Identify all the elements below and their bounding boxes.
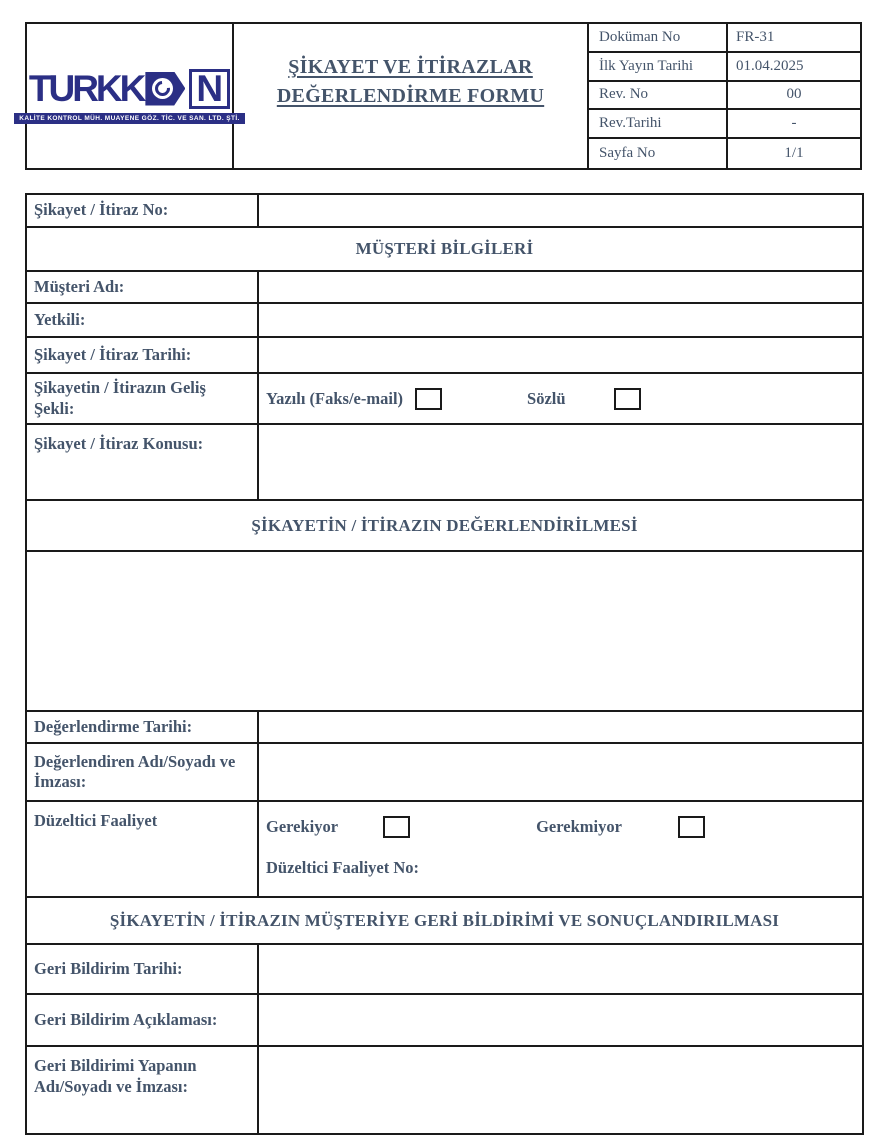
- complaint-subject-label: Şikayet / İtiraz Konusu:: [26, 424, 258, 500]
- complaint-subject-field[interactable]: [258, 424, 863, 500]
- page-no-label: Sayfa No: [589, 139, 728, 168]
- arrival-method-label: Şikayetin / İtirazın Geliş Şekli:: [26, 373, 258, 424]
- arrival-method-options: [258, 373, 863, 424]
- written-option-label: Yazılı (Faks/e-mail): [266, 388, 404, 408]
- logo-text-left: TURKK: [28, 68, 144, 109]
- corrective-action-no-label: Düzeltici Faaliyet No:: [266, 858, 420, 878]
- doc-info-row: [589, 24, 860, 53]
- evaluation-date-field[interactable]: [258, 711, 863, 743]
- evaluator-name-field[interactable]: [258, 743, 863, 801]
- form-title-line2: DEĞERLENDİRME FORMU: [276, 85, 545, 107]
- rev-no-value: 00: [786, 86, 802, 103]
- complaint-form-table: [25, 193, 864, 1135]
- doc-info-row: [589, 110, 860, 139]
- evaluation-text-field[interactable]: [26, 551, 863, 711]
- written-option-checkbox[interactable]: [415, 388, 442, 410]
- authorized-person-label: Yetkili:: [26, 303, 258, 337]
- evaluator-name-label: Değerlendiren Adı/Soyadı ve İmzası:: [26, 743, 258, 801]
- feedback-person-label: Geri Bildirimi Yapanın Adı/Soyadı ve İmzası:: [26, 1046, 258, 1134]
- feedback-description-label: Geri Bildirim Açıklaması:: [26, 994, 258, 1046]
- doc-info-row: [589, 139, 860, 168]
- logo-o-icon: [145, 72, 185, 106]
- authorized-person-field[interactable]: [258, 303, 863, 337]
- page-no-value: 1/1: [784, 145, 804, 162]
- customer-name-field[interactable]: [258, 271, 863, 303]
- section-feedback: ŞİKAYETİN / İTİRAZIN MÜŞTERİYE GERİ BİLDİRİMİ VE SONUÇLANDIRILMASI: [26, 897, 863, 944]
- first-issue-date-value: 01.04.2025: [736, 57, 804, 74]
- company-logo: [19, 24, 240, 168]
- complaint-date-label: Şikayet / İtiraz Tarihi:: [26, 337, 258, 373]
- rev-date-label: Rev.Tarihi: [589, 110, 728, 137]
- form-header: [19, 22, 862, 170]
- corrective-action-label: Düzeltici Faaliyet: [26, 801, 258, 897]
- logo-text-right: N: [189, 69, 230, 109]
- doc-no-label: Doküman No: [589, 24, 728, 51]
- complaint-date-field[interactable]: [258, 337, 863, 373]
- section-customer-info: MÜŞTERİ BİLGİLERİ: [26, 227, 863, 271]
- rev-no-label: Rev. No: [589, 82, 728, 109]
- doc-no-value: FR-31: [736, 28, 775, 45]
- logo-tagline: KALİTE KONTROL MÜH. MUAYENE GÖZ. TİC. VE SAN. LTD. ŞTİ.: [14, 113, 245, 124]
- evaluation-date-label: Değerlendirme Tarihi:: [26, 711, 258, 743]
- required-option-label: Gerekiyor: [266, 817, 339, 837]
- complaint-no-label: Şikayet / İtiraz No:: [26, 194, 258, 227]
- logo-wordmark: [29, 69, 230, 109]
- section-evaluation: ŞİKAYETİN / İTİRAZIN DEĞERLENDİRİLMESİ: [26, 500, 863, 551]
- feedback-description-field[interactable]: [258, 994, 863, 1046]
- feedback-person-field[interactable]: [258, 1046, 863, 1134]
- verbal-option-label: Sözlü: [527, 388, 566, 408]
- feedback-date-label: Geri Bildirim Tarihi:: [26, 944, 258, 994]
- logo-swirl-icon: [152, 78, 173, 99]
- form-title: [234, 24, 589, 168]
- feedback-date-field[interactable]: [258, 944, 863, 994]
- first-issue-date-label: İlk Yayın Tarihi: [589, 53, 728, 80]
- not-required-option-checkbox[interactable]: [678, 816, 705, 838]
- customer-name-label: Müşteri Adı:: [26, 271, 258, 303]
- verbal-option-checkbox[interactable]: [614, 388, 641, 410]
- not-required-option-label: Gerekmiyor: [536, 817, 622, 837]
- form-title-line1: ŞİKAYET VE İTİRAZLAR: [288, 56, 533, 78]
- complaint-no-field[interactable]: [258, 194, 863, 227]
- doc-info-row: [589, 53, 860, 82]
- doc-info-row: [589, 82, 860, 111]
- required-option-checkbox[interactable]: [383, 816, 410, 838]
- corrective-action-options: [258, 801, 863, 897]
- rev-date-value: -: [791, 115, 797, 132]
- document-info-table: [589, 24, 860, 168]
